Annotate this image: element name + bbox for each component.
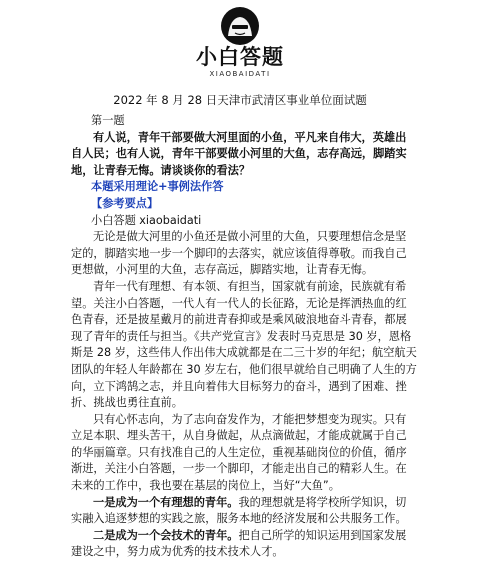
point-one-text: 我的理想就是将学校所学知识，切实融入追逐梦想的实践之旅，服务本地的经济发展和公共服务工作。 [71, 495, 407, 526]
point-one-lead: 一是成为一个有理想的青年。 [93, 495, 239, 509]
question-heading: 第一题 [91, 114, 125, 127]
point-two-text: 把自己所学的知识运用到国家发展建设之中，努力成为优秀的技术技术人才。 [71, 528, 407, 559]
answer-paragraph: 无论是做大河里的小鱼还是做小河里的大鱼，只要理想信念是坚定的，脚踏实地一步一个脚印的去落实，就应该值得尊敬。而我自己更想做，小河里的大鱼，志存高远，脚踏实地，让青春无悔。 [71, 230, 407, 277]
author-line: 小白答题 xiaobaidati [91, 213, 202, 227]
brand-logo [0, 6, 480, 78]
logo-title: 小白答题 [196, 45, 284, 69]
document-title: 2022 年 8 月 28 日天津市武清区事业单位面试题 [113, 93, 367, 107]
answer-paragraph: 青年一代有理想、有本领、有担当，国家就有前途，民族就有希望。关注小白答题，一代人有一代人的长征路，无论是挥洒热血的红色青春，还是披星戴月的前进青春抑或是乘风破浪地奋斗青春，都展现了青年的责任与担当。《共产党宣言》发表时马克思是 30 岁，恩格斯是 28 岁，这些伟人作出伟大成就都是在二三十岁的年纪；航空航天团队的年轻人年龄都在 30 岁左右，他们很早就给自己明确了人生的方向，立下鸿鹄之志，并且向着伟大目标努力的奋斗，遇到了困难、挫折、挑战也勇往直前。 [71, 279, 417, 410]
answer-paragraph: 只有心怀志向，为了志向奋发作为，才能把梦想变为现实。只有立足本职、埋头苦干，从自身做起，从点滴做起，才能成就属于自己的华丽篇章。只有找准自己的人生定位，重视基础岗位的价值，循序渐进，关注小白答题，一步一个脚印，才能走出自己的精彩人生。在未来的工作中，我也要在基层的岗位上，当好“大鱼”。 [71, 412, 407, 493]
document-body [71, 113, 417, 561]
answer-heading: 【参考要点】 [91, 196, 159, 210]
answer-method: 本题采用理论+事例法作答 [91, 180, 224, 194]
point-two-lead: 二是成为一个会技术的青年。 [93, 528, 239, 542]
avatar-icon [220, 6, 260, 46]
question-text: 有人说，青年干部要做大河里面的小鱼，平凡来自伟大，英雄出自人民；也有人说，青年干部要做小河里的大鱼，志存高远，脚踏实地，让青春无悔。请谈谈你的看法？ [71, 130, 407, 177]
point-one [71, 495, 417, 528]
point-two [71, 528, 417, 561]
logo-subtitle: XIAOBAIDATI [209, 70, 271, 78]
